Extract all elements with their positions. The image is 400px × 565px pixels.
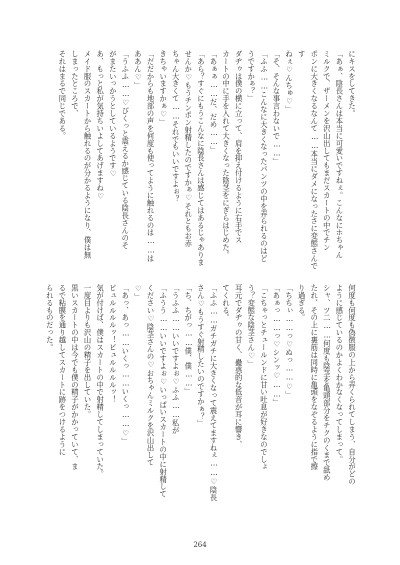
text-line: ダヂゥは僕の横に立って、肩を抑え付けるように右手でス: [234, 50, 244, 244]
text-line: あ、もっと私が気持ちいよしてあげますね♡: [96, 50, 106, 201]
text-line: 「そ、そんな事言わないで……」: [272, 50, 282, 166]
text-line: うですかぁ？」: [247, 50, 257, 103]
text-line: 「あぁ、陰長さんは本当に可愛いですねぇ。こんなにホちゃん: [335, 50, 345, 259]
text-line: ねぇ♡んちゅ♡」: [285, 50, 295, 113]
text-line: ミルクで、ザーメンを沢山出してもまだスカートの中でチン: [322, 50, 332, 252]
text-line: ♡」: [133, 284, 143, 301]
text-line: 「あぁっ……っ♡シンッ♡……」: [272, 284, 282, 406]
text-line: しまったところで、: [70, 50, 80, 118]
text-line: ポンに大きくなるなんて……本当にダメになったさに変態さんです: [297, 50, 320, 270]
text-line: カートの中に手を入れて大きくなった陰茎をにぎらはじめた。: [222, 50, 232, 259]
text-line: 「こちゃっとチュールンドに甘い吐息が好きなのでしょ: [259, 284, 269, 471]
text-line: ください♡陰茎さんの♡おちゃんミルクを沢山出して: [146, 284, 156, 467]
text-line: 「あら？すぐにもうこんなに陰長さんは感じてはあるじゃありま: [196, 50, 206, 267]
text-line: 「ち、ちがっ……僕、僕……」: [184, 284, 194, 396]
text-line: きちゃいますかぁ♡」: [159, 50, 169, 127]
text-block-upper: [44, 50, 358, 276]
text-line: るで粘膜を通り越してスカートに跡をつけるように: [58, 284, 68, 456]
text-line: 一度目よりも沢山の精子を出していた。: [83, 284, 93, 419]
text-line: たれ、その上に裏筋は同時に亀頭をなぞるように指で擦: [310, 284, 320, 471]
text-line: 「ふふ……こんなに大きくなったパンツの中を弄られるのはど: [259, 50, 269, 262]
text-line: 「うふふ……♡ぴくっと震えるか感じている陰長さんのそ: [121, 50, 131, 249]
text-line: 「ふふ……ガチガチに大きくなって震えてますねぇ……♡陰長: [209, 284, 219, 502]
text-line: 「うふふ……いいですよぉ♡ふふ……私が: [171, 284, 181, 435]
text-line: にキスをしてきた。: [348, 50, 357, 118]
text-line: 「ちちぃ……っ♡ぬっ……♡」: [285, 284, 295, 399]
text-line: 「だだからも地部の声を何度も使ってように触れるのは……は: [146, 50, 156, 262]
text-line: 気が付けば、僕はスカートの中で射精してしまっていた。: [96, 284, 106, 478]
page-number: 264: [193, 541, 207, 549]
text-line: せんか♡もうチンポン射精したのですかぁ♡それともお赤: [184, 50, 194, 248]
text-line: 「あっ、あっ……いくっ……いくっ……♡」: [121, 284, 131, 445]
text-line: ちゃん大きくて……それでもいいですよぉ？: [171, 50, 181, 203]
text-line: 何度も何度も偽徴服の上から弄くられてしまう、自分がどの: [348, 284, 357, 486]
text-line: シャ、ツ二……何度も陰茎を亀頭部分をチクのくまで舐め: [322, 284, 332, 482]
text-line: てくれる。: [222, 284, 232, 322]
text-line: さん♡もうすぐ射精したいのですかぁ？」: [196, 284, 206, 428]
text-line: 耳元でダヂゥの甘く、蠱惑的な低音が耳に響き、: [234, 284, 244, 448]
text-line: ように感じているのかよくわかなくなってしまって。: [335, 284, 345, 463]
text-line: それはまるで同じである。: [58, 50, 68, 140]
text-line: がまたいっかうとしているようです♡: [108, 50, 118, 179]
text-line: 「ふうう……いいですよぉ♡いっぱいスカートの中に射精して: [159, 284, 169, 498]
text-line: り過ぎる。: [297, 284, 307, 322]
text-line: う？変態な陰茎さん♡」: [247, 284, 257, 368]
text-line: ビュルルルルッ！ビュルルルルッ！: [108, 284, 118, 404]
text-block-lower: [44, 284, 358, 510]
text-line: られるものだった。: [45, 284, 55, 352]
text-line: メイド服のスカートから触れるのが分かるようになり、僕は無: [83, 50, 93, 259]
text-line: ああん♡」: [133, 50, 143, 89]
text-line: 「あぁぁ……だ、だめ……」: [209, 50, 219, 154]
text-line: 黒いスカートの中は今でも僕の精子がかかっていて、ま: [70, 284, 80, 471]
